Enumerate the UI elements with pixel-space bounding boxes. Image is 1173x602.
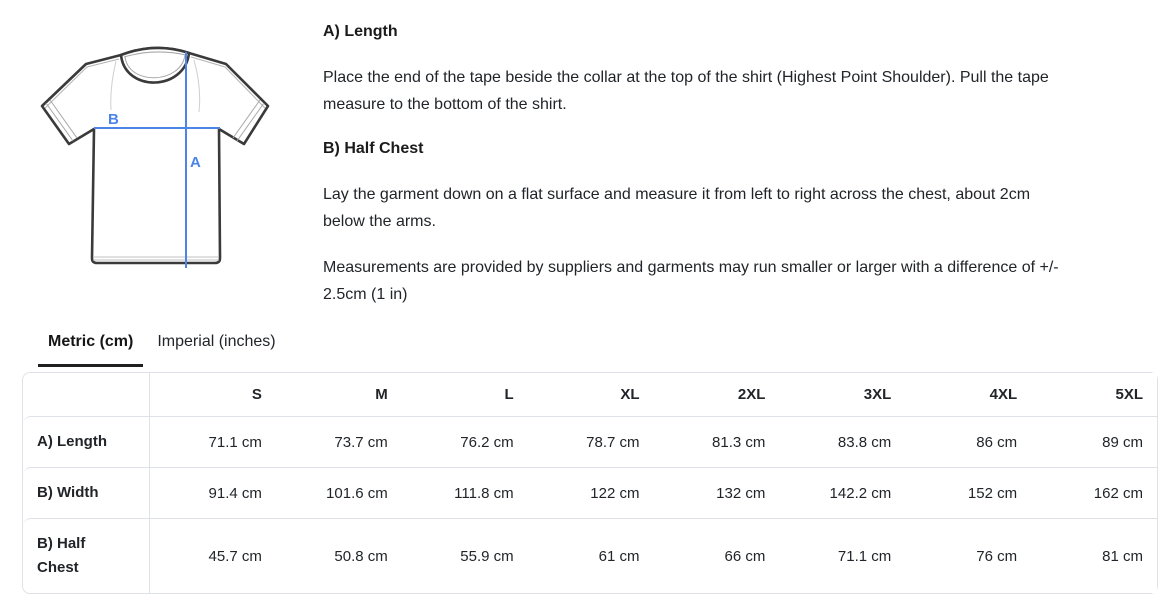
- length-description-line: Place the end of the tape beside the collar at the top of the shirt (Highest Point Shoulder). Pull the tape: [323, 69, 1049, 86]
- half-chest-value-2xl: 66 cm: [654, 518, 780, 593]
- column-header-l: L: [402, 373, 528, 416]
- half-chest-description-line: below the arms.: [323, 213, 436, 230]
- half-chest-description: [323, 181, 1153, 235]
- width-value-4xl: 152 cm: [905, 467, 1031, 518]
- measurement-instructions: [323, 20, 1153, 327]
- half-chest-value-3xl: 71.1 cm: [779, 518, 905, 593]
- measurement-label-b: B: [108, 111, 119, 128]
- half-chest-heading: B) Half Chest: [323, 140, 424, 157]
- half-chest-value-s: 45.7 cm: [150, 518, 276, 593]
- length-description: [323, 64, 1153, 118]
- width-value-xl: 122 cm: [528, 467, 654, 518]
- length-value-3xl: 83.8 cm: [779, 416, 905, 467]
- width-value-m: 101.6 cm: [276, 467, 402, 518]
- half-chest-description-line: Lay the garment down on a flat surface and measure it from left to right across the chest, about 2cm: [323, 186, 1031, 203]
- column-header-2xl: 2XL: [654, 373, 780, 416]
- half-chest-value-xl: 61 cm: [528, 518, 654, 593]
- half-chest-value-m: 50.8 cm: [276, 518, 402, 593]
- width-value-s: 91.4 cm: [150, 467, 276, 518]
- width-value-5xl: 162 cm: [1031, 467, 1157, 518]
- measurement-label-a: A: [190, 154, 201, 171]
- supplier-disclaimer: [323, 254, 1153, 308]
- supplier-disclaimer-line: 2.5cm (1 in): [323, 286, 408, 303]
- row-label-length: A) Length: [23, 416, 150, 467]
- width-value-l: 111.8 cm: [402, 467, 528, 518]
- column-header-5xl: 5XL: [1031, 373, 1157, 416]
- column-header-m: M: [276, 373, 402, 416]
- tshirt-size-diagram: [30, 36, 280, 276]
- column-header-3xl: 3XL: [779, 373, 905, 416]
- half-chest-value-l: 55.9 cm: [402, 518, 528, 593]
- length-value-4xl: 86 cm: [905, 416, 1031, 467]
- length-value-l: 76.2 cm: [402, 416, 528, 467]
- length-value-xl: 78.7 cm: [528, 416, 654, 467]
- column-header-xl: XL: [528, 373, 654, 416]
- size-chart-table: [22, 372, 1158, 594]
- column-header-4xl: 4XL: [905, 373, 1031, 416]
- column-header-s: S: [150, 373, 276, 416]
- row-label-half-chest: B) Half Chest: [23, 518, 150, 593]
- tab-imperial-inches[interactable]: Imperial (inches): [157, 333, 276, 350]
- table-row-width: [23, 467, 1157, 518]
- row-label-width: B) Width: [23, 467, 150, 518]
- width-value-2xl: 132 cm: [654, 467, 780, 518]
- tab-metric-cm[interactable]: Metric (cm): [38, 331, 143, 367]
- width-value-3xl: 142.2 cm: [779, 467, 905, 518]
- length-value-5xl: 89 cm: [1031, 416, 1157, 467]
- length-heading: A) Length: [323, 23, 398, 40]
- length-description-line: measure to the bottom of the shirt.: [323, 96, 567, 113]
- half-chest-value-4xl: 76 cm: [905, 518, 1031, 593]
- table-row-half-chest: [23, 518, 1157, 593]
- length-value-m: 73.7 cm: [276, 416, 402, 467]
- corner-cell: [23, 373, 150, 416]
- size-table-header-row: [23, 373, 1157, 416]
- length-value-s: 71.1 cm: [150, 416, 276, 467]
- tshirt-illustration: [30, 36, 280, 276]
- unit-tabs: [38, 331, 286, 367]
- half-chest-value-5xl: 81 cm: [1031, 518, 1157, 593]
- table-row-length: [23, 416, 1157, 467]
- supplier-disclaimer-line: Measurements are provided by suppliers and garments may run smaller or larger with a difference of +/-: [323, 259, 1059, 276]
- length-value-2xl: 81.3 cm: [654, 416, 780, 467]
